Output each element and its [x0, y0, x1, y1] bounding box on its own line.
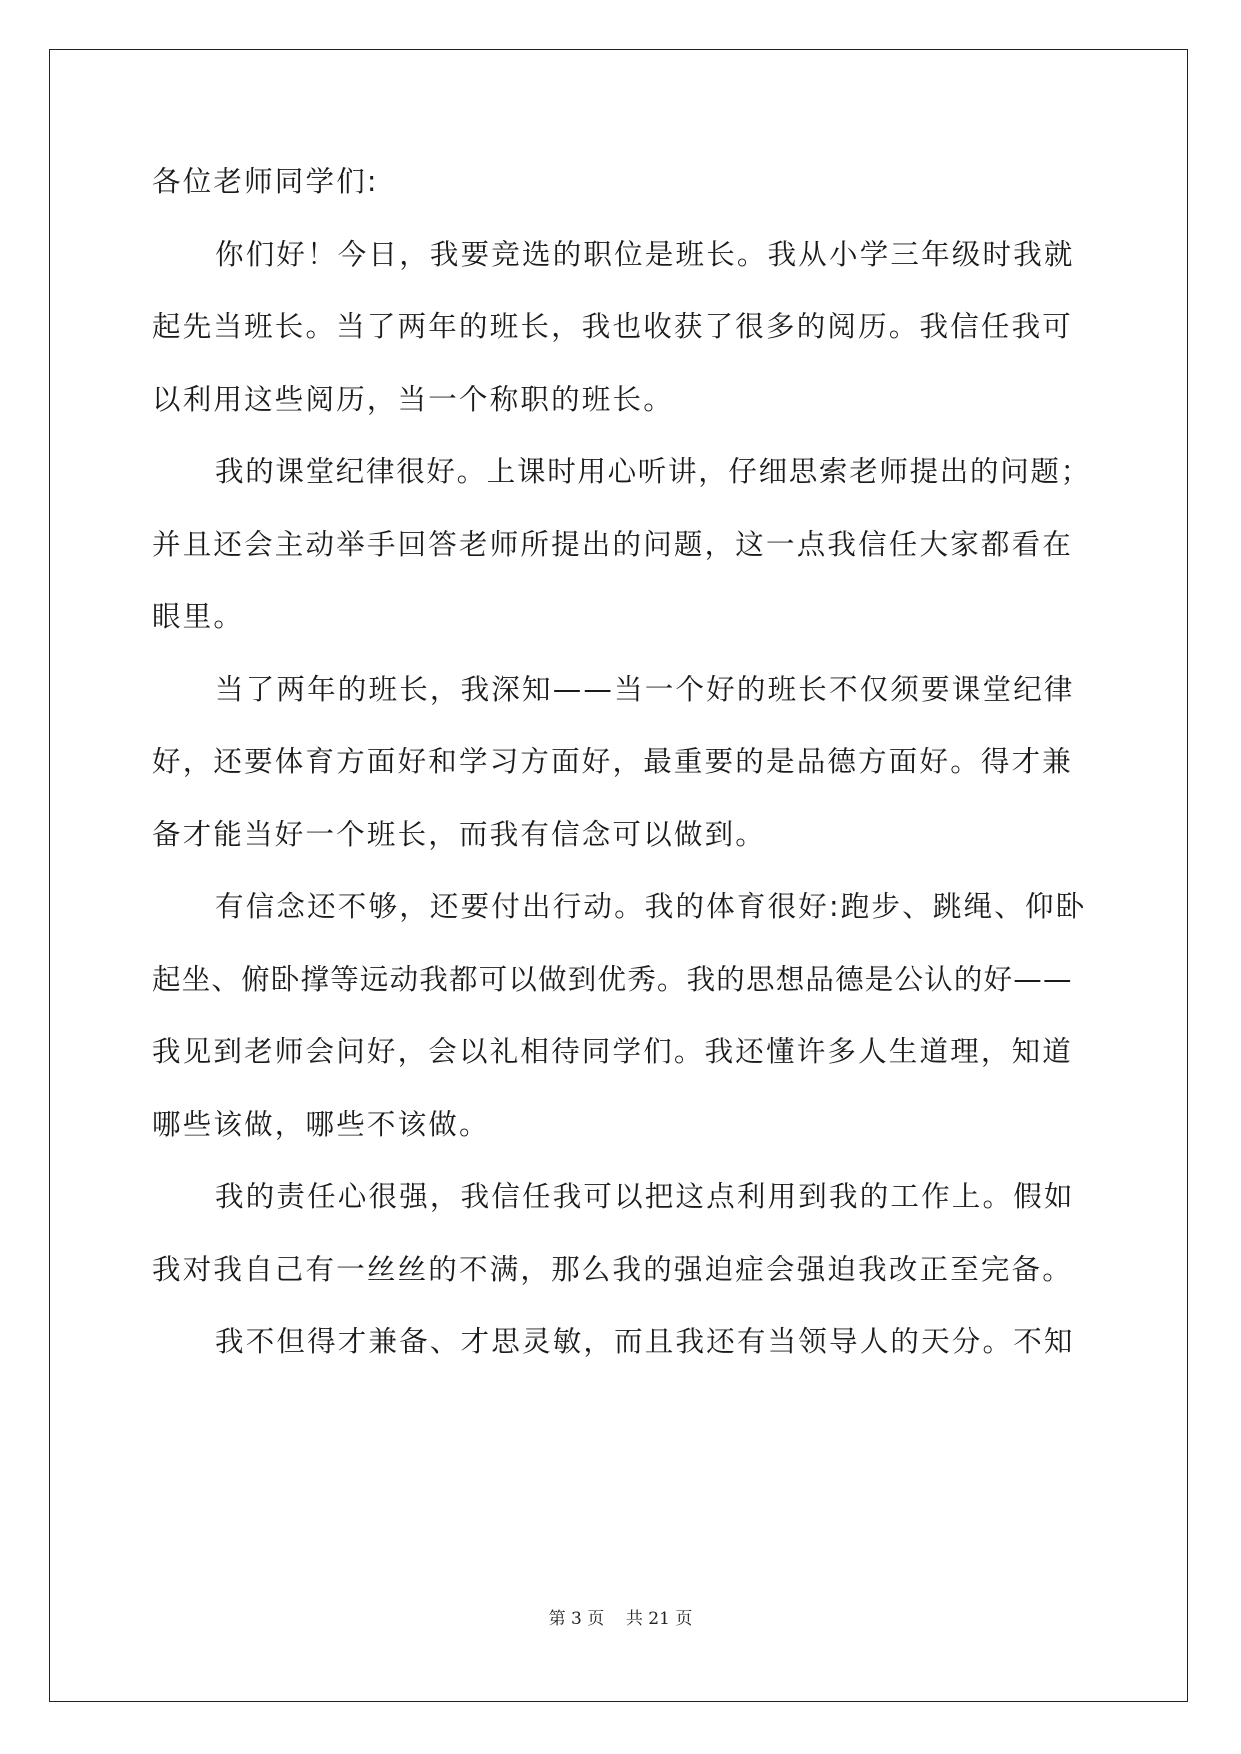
- text-line: 我对我自己有一丝丝的不满，那么我的强迫症会强迫我改正至完备。: [152, 1252, 1074, 1286]
- text-line: 起坐、俯卧撑等远动我都可以做到优秀。我的思想品德是公认的好——: [152, 962, 1073, 996]
- text-line: 我的课堂纪律很好。上课时用心听讲，仔细思索老师提出的问题；: [215, 455, 1091, 488]
- page-number-footer: 第 3 页 共 21 页: [548, 1609, 693, 1629]
- text-line: 有信念还不够，还要付出行动。我的体育很好:跑步、跳绳、仰卧: [215, 890, 1087, 923]
- text-line: 起先当班长。当了两年的班长，我也收获了很多的阅历。我信任我可: [152, 310, 1074, 343]
- text-line: 以利用这些阅历，当一个称职的班长。: [152, 382, 674, 416]
- text-line: 哪些该做，哪些不该做。: [152, 1107, 490, 1141]
- text-line: 我不但得才兼备、才思灵敏，而且我还有当领导人的天分。不知: [215, 1325, 1075, 1358]
- text-line: 好，还要体育方面好和学习方面好，最重要的是品德方面好。得才兼: [152, 745, 1074, 778]
- page-border: [49, 49, 1188, 1702]
- text-line: 眼里。: [152, 600, 245, 633]
- text-line: 我的责任心很强，我信任我可以把这点利用到我的工作上。假如: [215, 1180, 1075, 1213]
- text-line: 当了两年的班长，我深知——当一个好的班长不仅须要课堂纪律: [215, 672, 1075, 706]
- text-line: 你们好！今日，我要竞选的职位是班长。我从小学三年级时我就: [215, 237, 1075, 271]
- salutation-line: 各位老师同学们:: [152, 165, 379, 198]
- text-line: 并且还会主动举手回答老师所提出的问题，这一点我信任大家都看在: [152, 527, 1074, 561]
- text-line: 备才能当好一个班长，而我有信念可以做到。: [152, 817, 767, 851]
- text-line: 我见到老师会问好，会以礼相待同学们。我还懂许多人生道理，知道: [152, 1035, 1074, 1068]
